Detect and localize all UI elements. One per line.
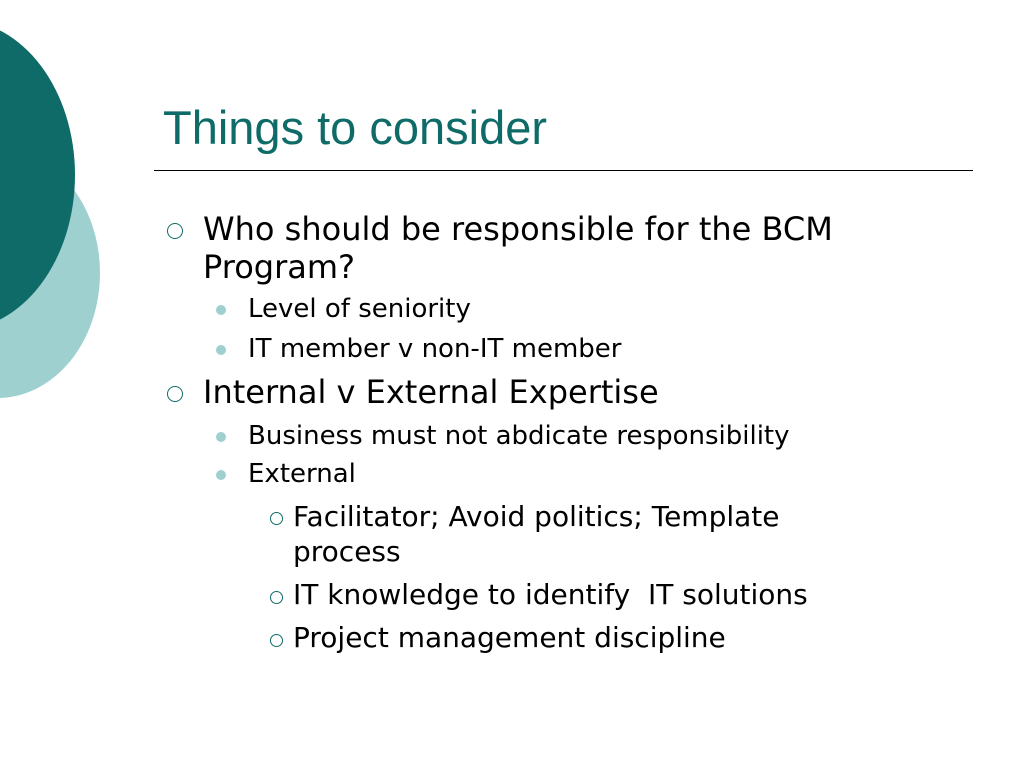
- bullet-level3: IT knowledge to identify IT solutions: [293, 578, 808, 611]
- dot-bullet-icon: [216, 345, 226, 355]
- bullet-level2: IT member v non-IT member: [248, 334, 622, 364]
- bullet-level3: Project management discipline: [293, 621, 726, 654]
- bullet-text-line: Program?: [203, 248, 355, 286]
- bullet-level1: Internal v External Expertise: [203, 373, 659, 411]
- hollow-circle-bullet-icon: [270, 591, 283, 604]
- bullet-level1: [203, 210, 833, 286]
- hollow-circle-bullet-icon: [270, 634, 283, 647]
- bullet-level2: Business must not abdicate responsibility: [248, 421, 790, 451]
- bullet-text-line: Facilitator; Avoid politics; Template: [293, 500, 780, 533]
- dot-bullet-icon: [216, 432, 226, 442]
- bullet-text-line: Who should be responsible for the BCM: [203, 210, 833, 248]
- dot-bullet-icon: [216, 305, 226, 315]
- bullet-text-line: process: [293, 535, 401, 568]
- bullet-level2: Level of seniority: [248, 294, 471, 324]
- slide-title: Things to consider: [163, 101, 548, 154]
- hollow-circle-bullet-icon: [167, 386, 183, 402]
- hollow-circle-bullet-icon: [270, 512, 283, 525]
- hollow-circle-bullet-icon: [167, 223, 183, 239]
- bullet-level3: [293, 499, 780, 569]
- bullet-level2: External: [248, 459, 356, 489]
- dot-bullet-icon: [216, 470, 226, 480]
